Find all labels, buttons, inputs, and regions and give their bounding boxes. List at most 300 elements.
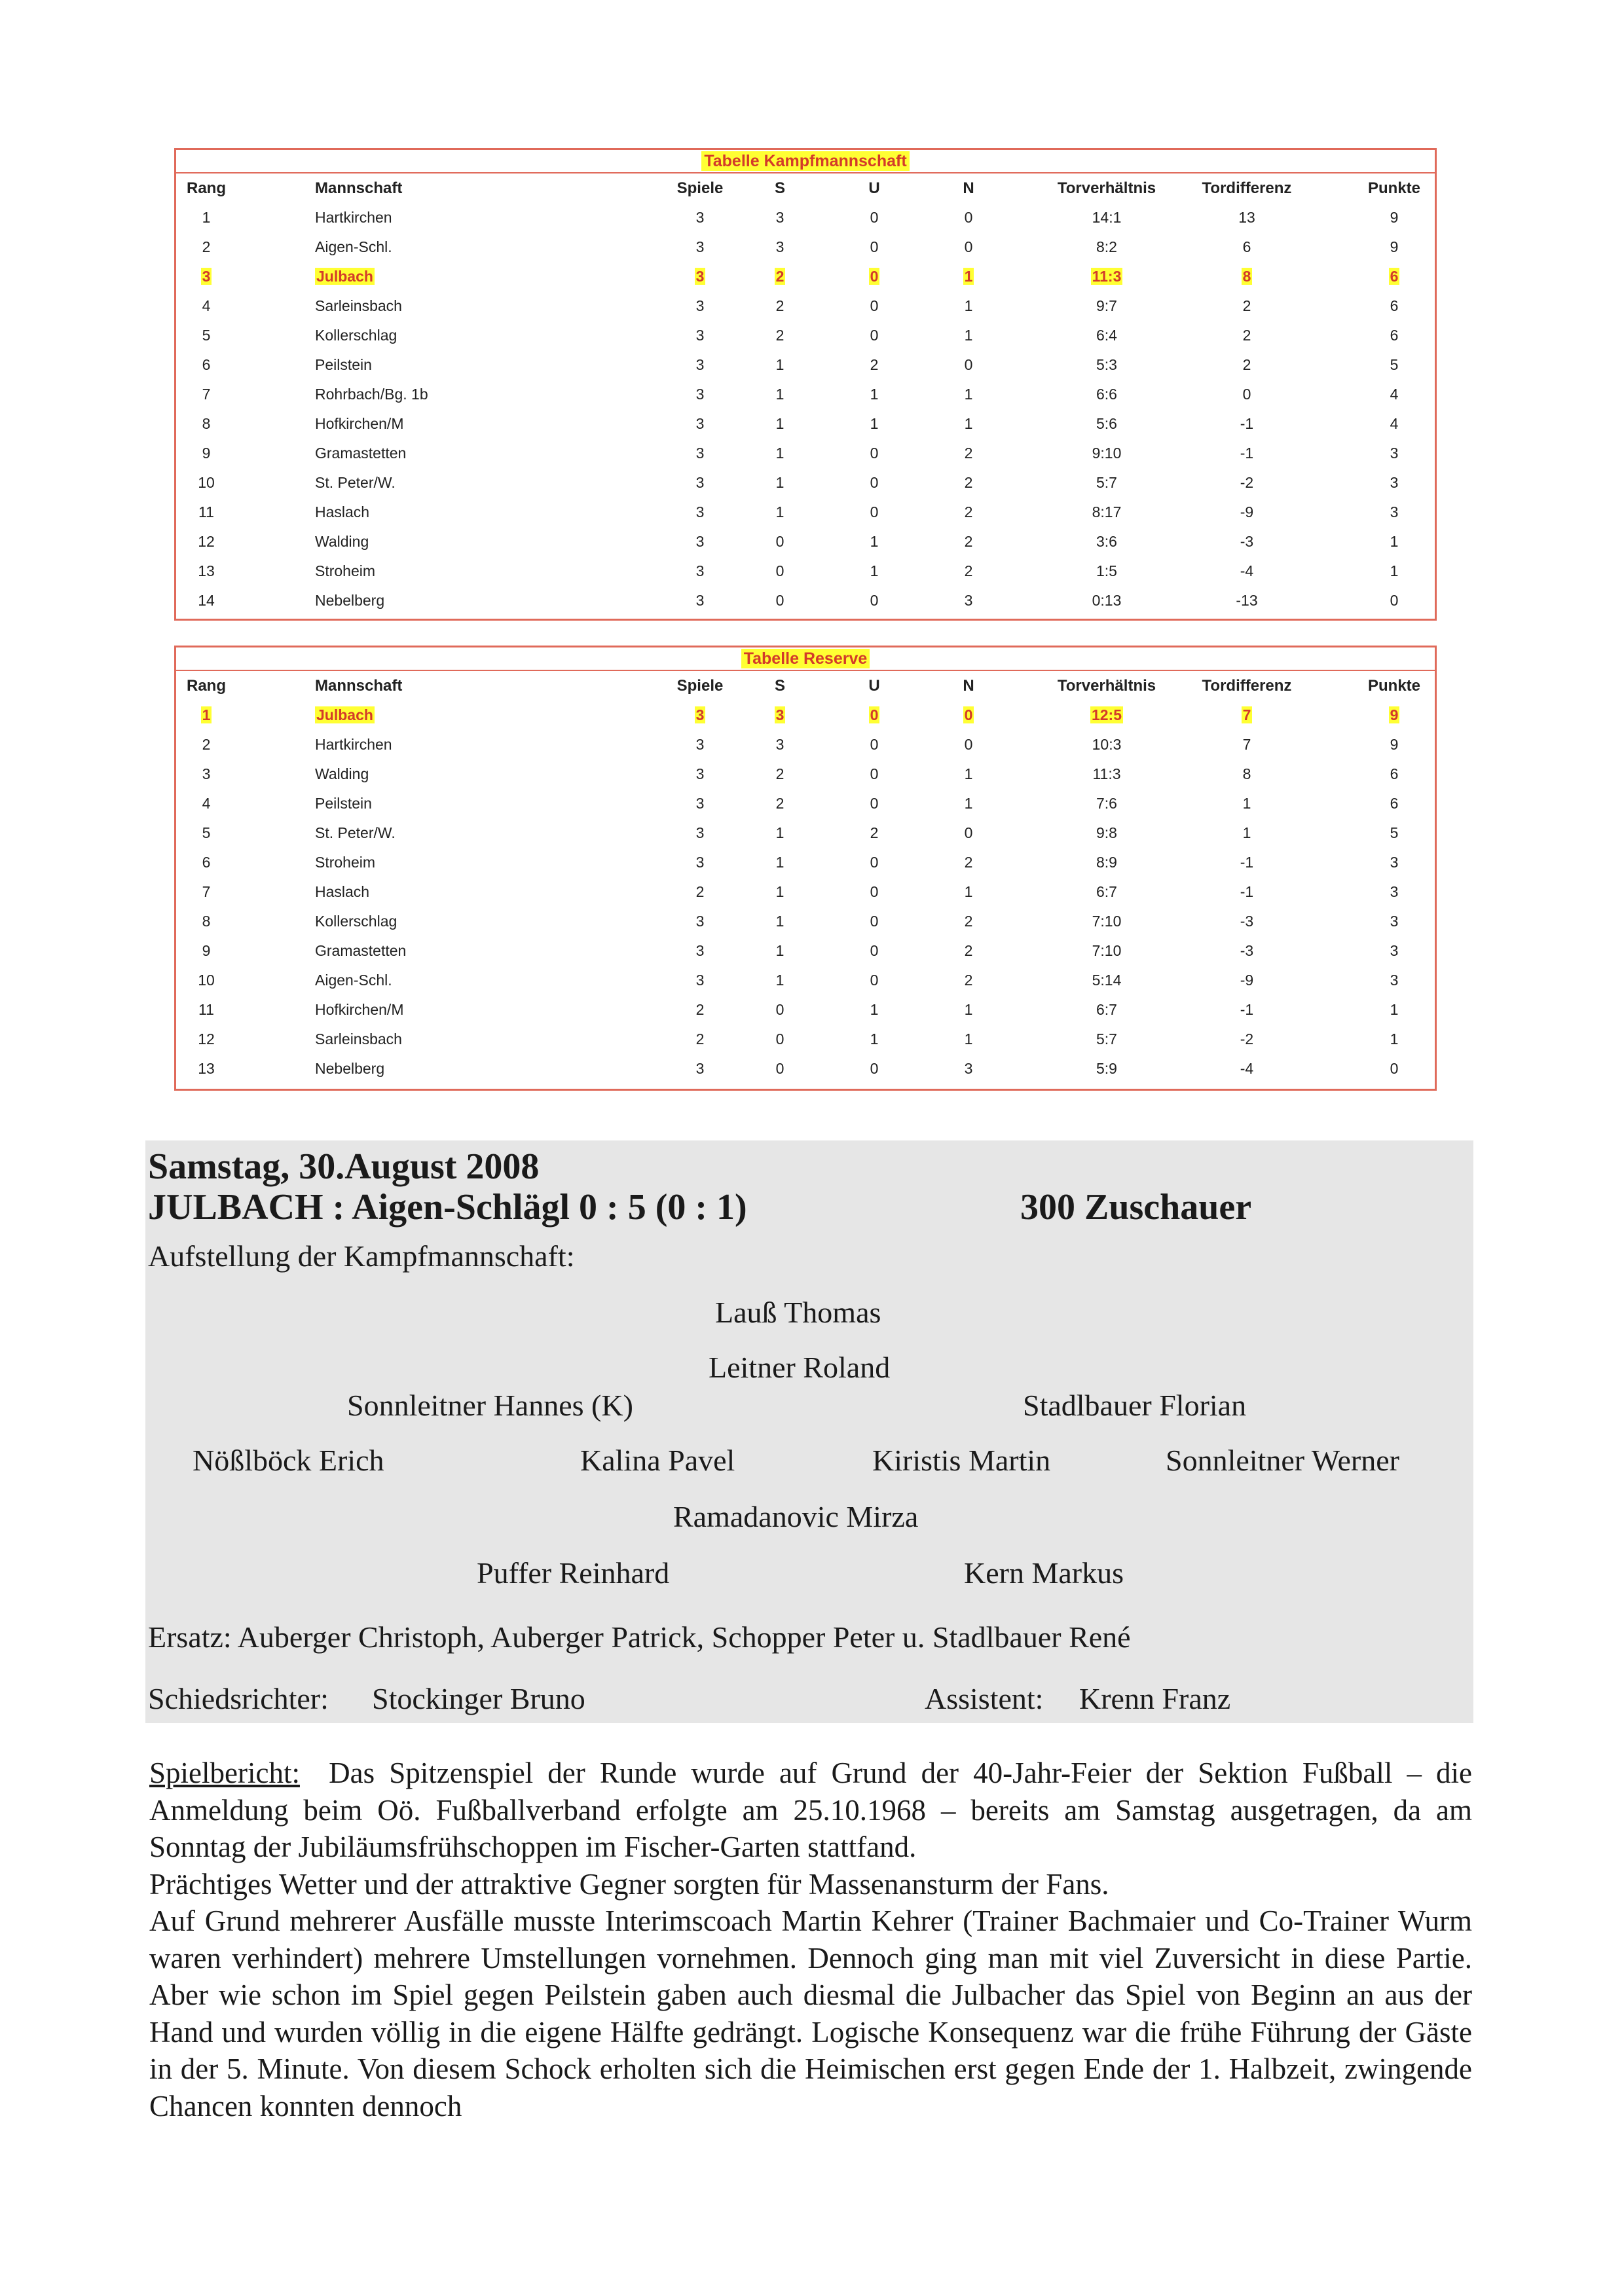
- table-row-highlighted: [176, 262, 1435, 291]
- column-header-goal-diff: Tordifferenz: [1202, 677, 1292, 695]
- cell-losses: [949, 203, 988, 232]
- cell-rank: [176, 966, 236, 995]
- substitutes: Ersatz: Auberger Christoph, Auberger Patrick, Schopper Peter u. Stadlbauer René: [148, 1620, 1131, 1654]
- cell-text: 3: [695, 297, 705, 314]
- cell-goals: [1038, 907, 1175, 936]
- table-title: [176, 647, 1435, 671]
- cell-text: 3: [695, 209, 705, 226]
- cell-text: 3: [695, 824, 705, 841]
- cell-text: 2: [695, 1001, 705, 1018]
- cell-goals: [1038, 848, 1175, 877]
- cell-team: [315, 848, 375, 877]
- cell-points: [1329, 1054, 1460, 1084]
- cell-losses: [949, 291, 988, 321]
- cell-text: Haslach: [315, 503, 370, 520]
- cell-text: 6: [1390, 765, 1399, 782]
- table-row: [176, 966, 1435, 995]
- cell-text: 0: [870, 883, 879, 900]
- cell-text: -3: [1240, 533, 1254, 550]
- cell-rank: [176, 586, 236, 615]
- cell-games: [674, 291, 726, 321]
- cell-team: [315, 586, 384, 615]
- cell-text: 3: [695, 736, 705, 753]
- assistant-name: Krenn Franz: [1079, 1682, 1231, 1715]
- cell-losses: [949, 321, 988, 350]
- cell-goals: [1038, 527, 1175, 556]
- table-title-text: Tabelle Kampfmannschaft: [701, 151, 909, 171]
- cell-text: 0: [870, 942, 879, 959]
- cell-games: [674, 350, 726, 380]
- cell-text: 9: [1390, 736, 1399, 753]
- cell-wins: [760, 1054, 800, 1084]
- cell-text: 14: [198, 592, 215, 609]
- cell-text: Nebelberg: [315, 1060, 385, 1077]
- cell-draws: [855, 380, 894, 409]
- cell-goal-diff: [1178, 966, 1316, 995]
- cell-rank: [176, 995, 236, 1025]
- cell-draws: [855, 1025, 894, 1054]
- cell-text: 0: [870, 503, 879, 520]
- cell-draws: [855, 966, 894, 995]
- cell-text: 11:3: [1092, 268, 1122, 285]
- cell-text: 1: [964, 883, 973, 900]
- column-header-team: Mannschaft: [315, 179, 403, 197]
- cell-goal-diff: [1178, 995, 1316, 1025]
- cell-team: [315, 936, 406, 966]
- cell-goals: [1038, 759, 1175, 789]
- cell-text: 2: [964, 913, 973, 930]
- cell-wins: [760, 907, 800, 936]
- cell-text: 6:7: [1096, 1001, 1117, 1018]
- player-midfield-4: Sonnleitner Werner: [1166, 1444, 1399, 1477]
- cell-text: 3: [964, 1060, 973, 1077]
- cell-goal-diff: [1178, 1025, 1316, 1054]
- cell-goals: [1038, 966, 1175, 995]
- cell-text: 2: [1242, 297, 1251, 314]
- cell-text: 0: [870, 1060, 879, 1077]
- table-row-highlighted: [176, 701, 1435, 730]
- cell-text: 6: [202, 356, 211, 373]
- cell-text: 4: [1390, 415, 1399, 432]
- cell-text: 1: [964, 268, 973, 285]
- cell-text: 1: [870, 386, 879, 403]
- cell-rank: [176, 380, 236, 409]
- cell-text: 1: [1390, 1030, 1399, 1048]
- cell-games: [674, 730, 726, 759]
- cell-text: 9: [1390, 238, 1399, 255]
- table-row: [176, 556, 1435, 586]
- cell-rank: [176, 321, 236, 350]
- cell-text: Aigen-Schl.: [315, 238, 392, 255]
- cell-draws: [855, 468, 894, 498]
- cell-draws: [855, 586, 894, 615]
- cell-rank: [176, 498, 236, 527]
- cell-text: 6:6: [1096, 386, 1117, 403]
- cell-text: Julbach: [316, 706, 373, 723]
- cell-text: 1: [1242, 795, 1251, 812]
- cell-points: [1329, 730, 1460, 759]
- cell-draws: [855, 350, 894, 380]
- referee-label: Schiedsrichter:: [148, 1682, 329, 1715]
- cell-text: 9:7: [1096, 297, 1117, 314]
- cell-text: Kollerschlag: [315, 327, 397, 344]
- cell-games: [674, 556, 726, 586]
- cell-text: 3: [695, 942, 705, 959]
- cell-text: 1: [870, 533, 879, 550]
- cell-goal-diff: [1178, 759, 1316, 789]
- cell-points: [1329, 907, 1460, 936]
- cell-text: Julbach: [316, 268, 373, 285]
- cell-text: 1: [964, 327, 973, 344]
- cell-goals: [1038, 818, 1175, 848]
- reserve-table: [174, 646, 1437, 1091]
- cell-text: 8: [1242, 765, 1251, 782]
- cell-wins: [760, 1025, 800, 1054]
- cell-rank: [176, 439, 236, 468]
- cell-goals: [1038, 701, 1175, 730]
- column-header-losses: N: [963, 179, 974, 197]
- cell-games: [674, 439, 726, 468]
- cell-goal-diff: [1178, 907, 1316, 936]
- cell-draws: [855, 877, 894, 907]
- cell-points: [1329, 701, 1460, 730]
- cell-wins: [760, 232, 800, 262]
- cell-text: 3: [695, 356, 705, 373]
- cell-text: 12:5: [1091, 706, 1122, 723]
- cell-text: 2: [775, 268, 784, 285]
- cell-text: 3: [695, 533, 705, 550]
- cell-draws: [855, 556, 894, 586]
- table-row: [176, 848, 1435, 877]
- cell-draws: [855, 409, 894, 439]
- cell-rank: [176, 232, 236, 262]
- cell-draws: [855, 498, 894, 527]
- cell-wins: [760, 818, 800, 848]
- cell-text: 14:1: [1092, 209, 1122, 226]
- column-header-team: Mannschaft: [315, 677, 403, 695]
- cell-team: [315, 291, 402, 321]
- cell-text: 13: [198, 1060, 215, 1077]
- player-midfield-1: Nößlböck Erich: [193, 1444, 384, 1477]
- cell-text: 3: [1390, 913, 1399, 930]
- cell-text: 13: [198, 562, 215, 579]
- cell-text: -13: [1236, 592, 1258, 609]
- cell-text: 6: [1390, 268, 1399, 285]
- cell-text: 0: [870, 445, 879, 462]
- cell-games: [674, 818, 726, 848]
- cell-rank: [176, 730, 236, 759]
- cell-text: 3: [202, 765, 211, 782]
- cell-text: Haslach: [315, 883, 370, 900]
- referee-name: Stockinger Bruno: [372, 1682, 585, 1715]
- cell-text: 0: [964, 706, 973, 723]
- cell-text: Walding: [315, 533, 369, 550]
- cell-losses: [949, 789, 988, 818]
- cell-rank: [176, 877, 236, 907]
- cell-goal-diff: [1178, 527, 1316, 556]
- cell-text: 7: [202, 883, 211, 900]
- cell-games: [674, 995, 726, 1025]
- table-row: [176, 380, 1435, 409]
- cell-games: [674, 380, 726, 409]
- column-header-games: Spiele: [676, 179, 724, 197]
- player-defender-left: Sonnleitner Hannes (K): [347, 1389, 633, 1422]
- cell-text: Stroheim: [315, 562, 376, 579]
- cell-wins: [760, 586, 800, 615]
- cell-goal-diff: [1178, 232, 1316, 262]
- table-row: [176, 498, 1435, 527]
- cell-rank: [176, 936, 236, 966]
- cell-wins: [760, 439, 800, 468]
- cell-text: 3: [202, 268, 211, 285]
- cell-text: 12: [198, 533, 215, 550]
- cell-wins: [760, 701, 800, 730]
- cell-text: 2: [202, 736, 211, 753]
- cell-text: 7: [202, 386, 211, 403]
- cell-draws: [855, 907, 894, 936]
- cell-games: [674, 468, 726, 498]
- cell-text: 6: [1390, 795, 1399, 812]
- kampfmannschaft-table: [174, 148, 1437, 621]
- cell-text: 9: [202, 445, 211, 462]
- report-label: Spielbericht:: [149, 1757, 300, 1789]
- cell-losses: [949, 1054, 988, 1084]
- cell-text: 1: [964, 297, 973, 314]
- table-row: [176, 907, 1435, 936]
- cell-text: 0: [964, 356, 973, 373]
- table-body: [176, 173, 1435, 615]
- cell-text: 1: [775, 854, 784, 871]
- cell-text: 6: [202, 854, 211, 871]
- cell-text: Peilstein: [315, 795, 372, 812]
- cell-goals: [1038, 291, 1175, 321]
- table-row: [176, 877, 1435, 907]
- table-title-text: Tabelle Reserve: [741, 649, 870, 668]
- cell-goal-diff: [1178, 556, 1316, 586]
- cell-draws: [855, 1054, 894, 1084]
- cell-games: [674, 409, 726, 439]
- cell-wins: [760, 291, 800, 321]
- cell-goals: [1038, 380, 1175, 409]
- cell-text: Aigen-Schl.: [315, 972, 392, 989]
- cell-text: 0: [964, 824, 973, 841]
- cell-text: 8:17: [1092, 503, 1122, 520]
- cell-points: [1329, 818, 1460, 848]
- cell-text: 0: [964, 238, 973, 255]
- cell-text: 2: [964, 445, 973, 462]
- cell-wins: [760, 409, 800, 439]
- cell-goals: [1038, 1054, 1175, 1084]
- cell-text: 3: [695, 268, 705, 285]
- cell-text: -4: [1240, 1060, 1254, 1077]
- cell-text: 3: [1390, 854, 1399, 871]
- cell-text: 5:9: [1096, 1060, 1117, 1077]
- cell-text: 1: [202, 209, 211, 226]
- table-row: [176, 321, 1435, 350]
- cell-games: [674, 232, 726, 262]
- cell-goals: [1038, 439, 1175, 468]
- cell-rank: [176, 350, 236, 380]
- cell-text: 3: [1390, 474, 1399, 491]
- cell-text: -2: [1240, 1030, 1254, 1048]
- cell-text: 10: [198, 474, 215, 491]
- cell-text: 3:6: [1096, 533, 1117, 550]
- cell-wins: [760, 262, 800, 291]
- cell-losses: [949, 409, 988, 439]
- player-defender-right: Stadlbauer Florian: [1023, 1389, 1247, 1422]
- column-header-losses: N: [963, 677, 974, 695]
- cell-points: [1329, 848, 1460, 877]
- cell-rank: [176, 789, 236, 818]
- cell-text: 4: [202, 795, 211, 812]
- table-row: [176, 818, 1435, 848]
- cell-points: [1329, 468, 1460, 498]
- cell-losses: [949, 439, 988, 468]
- cell-rank: [176, 701, 236, 730]
- cell-text: 0: [1390, 592, 1399, 609]
- table-title: [176, 150, 1435, 173]
- cell-text: 3: [1390, 942, 1399, 959]
- cell-losses: [949, 818, 988, 848]
- cell-text: 13: [1238, 209, 1255, 226]
- cell-text: 0:13: [1092, 592, 1122, 609]
- table-row: [176, 936, 1435, 966]
- table-row: [176, 291, 1435, 321]
- cell-games: [674, 1054, 726, 1084]
- cell-team: [315, 789, 372, 818]
- cell-losses: [949, 1025, 988, 1054]
- cell-points: [1329, 759, 1460, 789]
- cell-text: 6:7: [1096, 883, 1117, 900]
- cell-losses: [949, 468, 988, 498]
- cell-text: 1: [1390, 562, 1399, 579]
- cell-text: 3: [695, 445, 705, 462]
- cell-text: 5:6: [1096, 415, 1117, 432]
- cell-wins: [760, 350, 800, 380]
- match-info-panel: [145, 1140, 1473, 1723]
- table-row: [176, 203, 1435, 232]
- cell-text: Peilstein: [315, 356, 372, 373]
- column-header-draws: U: [868, 179, 880, 197]
- cell-goals: [1038, 877, 1175, 907]
- cell-text: 3: [695, 562, 705, 579]
- player-midfield-3: Kiristis Martin: [872, 1444, 1051, 1477]
- cell-games: [674, 789, 726, 818]
- cell-wins: [760, 995, 800, 1025]
- cell-goals: [1038, 409, 1175, 439]
- cell-text: 0: [1242, 386, 1251, 403]
- cell-text: 7: [1242, 706, 1251, 723]
- cell-games: [674, 877, 726, 907]
- cell-team: [315, 380, 428, 409]
- cell-text: 1: [202, 706, 211, 723]
- cell-text: 2: [870, 824, 879, 841]
- cell-text: 3: [1390, 972, 1399, 989]
- cell-text: 2: [964, 972, 973, 989]
- cell-text: 1: [775, 415, 784, 432]
- cell-text: 5: [202, 327, 211, 344]
- cell-draws: [855, 527, 894, 556]
- cell-text: 2: [695, 883, 705, 900]
- cell-text: 6:4: [1096, 327, 1117, 344]
- cell-text: -1: [1240, 1001, 1254, 1018]
- cell-rank: [176, 848, 236, 877]
- cell-goals: [1038, 498, 1175, 527]
- cell-text: 11: [198, 1001, 214, 1018]
- cell-losses: [949, 350, 988, 380]
- cell-text: 2: [775, 297, 784, 314]
- cell-losses: [949, 498, 988, 527]
- match-result: JULBACH : Aigen-Schlägl 0 : 5 (0 : 1): [148, 1187, 747, 1228]
- cell-text: -1: [1240, 854, 1254, 871]
- cell-text: 2: [870, 356, 879, 373]
- cell-text: 0: [775, 1060, 784, 1077]
- report-paragraph: Prächtiges Wetter und der attraktive Gegner sorgten für Massenansturm der Fans.: [149, 1867, 1109, 1901]
- cell-points: [1329, 203, 1460, 232]
- cell-points: [1329, 966, 1460, 995]
- cell-text: Kollerschlag: [315, 913, 397, 930]
- cell-text: 0: [775, 562, 784, 579]
- cell-draws: [855, 936, 894, 966]
- cell-text: 0: [870, 327, 879, 344]
- cell-text: 3: [1390, 883, 1399, 900]
- cell-text: 8: [202, 913, 211, 930]
- cell-text: 5:7: [1096, 474, 1117, 491]
- cell-wins: [760, 759, 800, 789]
- player-striker-right: Kern Markus: [964, 1556, 1124, 1590]
- table-header-row: [176, 173, 1435, 203]
- cell-text: 1: [870, 415, 879, 432]
- cell-games: [674, 966, 726, 995]
- cell-games: [674, 498, 726, 527]
- cell-rank: [176, 203, 236, 232]
- cell-goals: [1038, 262, 1175, 291]
- cell-text: 3: [695, 1060, 705, 1077]
- cell-wins: [760, 527, 800, 556]
- cell-team: [315, 877, 369, 907]
- table-row: [176, 586, 1435, 615]
- cell-rank: [176, 291, 236, 321]
- cell-text: 3: [695, 503, 705, 520]
- cell-team: [315, 350, 372, 380]
- cell-points: [1329, 409, 1460, 439]
- cell-text: 1: [870, 1001, 879, 1018]
- table-row: [176, 759, 1435, 789]
- cell-points: [1329, 439, 1460, 468]
- table-row: [176, 350, 1435, 380]
- cell-goal-diff: [1178, 409, 1316, 439]
- cell-points: [1329, 527, 1460, 556]
- cell-text: 1: [775, 503, 784, 520]
- table-row: [176, 409, 1435, 439]
- cell-draws: [855, 848, 894, 877]
- cell-points: [1329, 877, 1460, 907]
- cell-team: [315, 966, 392, 995]
- cell-team: [315, 818, 396, 848]
- cell-losses: [949, 877, 988, 907]
- cell-text: 1: [775, 474, 784, 491]
- cell-text: 3: [695, 854, 705, 871]
- cell-team: [315, 203, 392, 232]
- cell-text: 2: [964, 503, 973, 520]
- cell-text: 5:7: [1096, 1030, 1117, 1048]
- cell-points: [1329, 321, 1460, 350]
- cell-wins: [760, 380, 800, 409]
- cell-team: [315, 527, 369, 556]
- match-report: [149, 1755, 1472, 2124]
- column-header-points: Punkte: [1367, 677, 1420, 695]
- cell-rank: [176, 907, 236, 936]
